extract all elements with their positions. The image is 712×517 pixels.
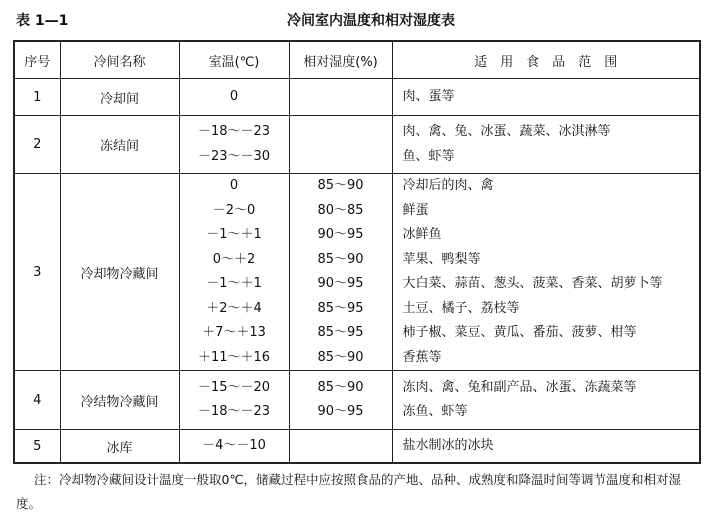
cell-food xyxy=(392,79,700,116)
food-line: 大白菜、蒜苗、葱头、菠菜、香菜、胡萝卜等 xyxy=(402,276,663,291)
humidity-line: 90～95 xyxy=(317,227,364,242)
cell-room-name: 冷却间 xyxy=(60,79,179,116)
food-line: 冰鲜鱼 xyxy=(402,227,442,242)
food-line: 肉、蛋等 xyxy=(402,88,455,104)
cell-no: 1 xyxy=(14,79,60,116)
cell-temperature xyxy=(179,371,289,430)
cell-no: 2 xyxy=(14,116,60,174)
temp-line: －18～－23 xyxy=(197,404,271,419)
humidity-line: 85～95 xyxy=(317,325,364,340)
cell-humidity xyxy=(289,79,392,116)
temp-line: －15～－20 xyxy=(197,379,271,395)
food-line: 肉、禽、兔、冰蛋、蔬菜、冰淇淋等 xyxy=(402,124,611,139)
cell-temperature xyxy=(179,79,289,116)
food-line: 鲜蛋 xyxy=(402,202,429,218)
temp-line: －18～－23 xyxy=(197,124,271,139)
humidity-line: 85～90 xyxy=(317,251,364,267)
temp-line: ＋7～＋13 xyxy=(202,325,266,340)
temp-line: －23～－30 xyxy=(197,148,271,164)
humidity-line: 90～95 xyxy=(317,404,364,419)
cell-humidity xyxy=(289,174,392,371)
cell-room-name: 冷结物冷藏间 xyxy=(60,371,179,430)
table-row xyxy=(14,371,700,430)
header-temperature: 室温(℃) xyxy=(179,41,289,79)
header-humidity: 相对湿度(%) xyxy=(289,41,392,79)
humidity-table xyxy=(13,40,701,464)
cell-humidity xyxy=(289,116,392,174)
food-line: 冻鱼、虾等 xyxy=(402,404,468,419)
cell-humidity xyxy=(289,371,392,430)
humidity-line: 80～85 xyxy=(317,202,364,218)
table-row xyxy=(14,174,700,371)
cell-no: 4 xyxy=(14,371,60,430)
cell-temperature xyxy=(179,174,289,371)
temp-line: ＋2～＋4 xyxy=(206,300,262,316)
humidity-line: 90～95 xyxy=(317,276,364,291)
cell-no: 5 xyxy=(14,430,60,464)
humidity-line: 85～95 xyxy=(317,300,364,316)
temp-line: －4～－10 xyxy=(202,437,266,453)
food-line: 鱼、虾等 xyxy=(402,148,455,164)
cell-room-name: 冷却物冷藏间 xyxy=(60,174,179,371)
humidity-line: 85～90 xyxy=(317,379,364,395)
food-line: 柿子椒、菜豆、黄瓜、番茄、菠萝、柑等 xyxy=(402,325,637,340)
header-row xyxy=(14,41,700,79)
header-food-range: 适 用 食 品 范 围 xyxy=(392,41,700,79)
header-room-name: 冷间名称 xyxy=(60,41,179,79)
humidity-line: 85～90 xyxy=(317,349,364,365)
cell-food xyxy=(392,371,700,430)
temp-line: 0～＋2 xyxy=(212,251,256,267)
cell-room-name: 冰库 xyxy=(60,430,179,464)
cell-temperature xyxy=(179,430,289,464)
cell-food xyxy=(392,430,700,464)
header-no: 序号 xyxy=(14,41,60,79)
temp-line: ＋11～＋16 xyxy=(197,349,271,365)
cell-room-name: 冻结间 xyxy=(60,116,179,174)
table-row xyxy=(14,79,700,116)
food-line: 苹果、鸭梨等 xyxy=(402,251,481,267)
cell-food xyxy=(392,116,700,174)
food-line: 香蕉等 xyxy=(402,349,442,365)
table-row xyxy=(14,430,700,464)
table-title: 冷间室内温度和相对湿度表 xyxy=(287,13,455,29)
table-label: 表 1—1 xyxy=(16,13,69,29)
temp-line: －1～＋1 xyxy=(206,227,262,242)
table-row xyxy=(14,116,700,174)
food-line: 土豆、橘子、荔枝等 xyxy=(402,300,520,316)
table-note: 注：冷却物冷藏间设计温度一般取0℃，储藏过程中应按照食品的产地、品种、成熟度和降温时间等调节温度和相对湿度。 xyxy=(16,472,681,511)
temp-line: －1～＋1 xyxy=(206,276,262,291)
temp-line: 0 xyxy=(229,178,239,193)
cell-humidity xyxy=(289,430,392,464)
table-caption xyxy=(0,8,712,30)
food-line: 盐水制冰的冰块 xyxy=(402,437,494,453)
humidity-line: 85～90 xyxy=(317,178,364,193)
food-line: 冷却后的肉、禽 xyxy=(402,178,494,193)
cell-no: 3 xyxy=(14,174,60,371)
temp-line: 0 xyxy=(229,88,239,104)
food-line: 冻肉、禽、兔和副产品、冰蛋、冻蔬菜等 xyxy=(402,379,637,395)
cell-temperature xyxy=(179,116,289,174)
temp-line: －2～0 xyxy=(212,202,256,218)
cell-food xyxy=(392,174,700,371)
